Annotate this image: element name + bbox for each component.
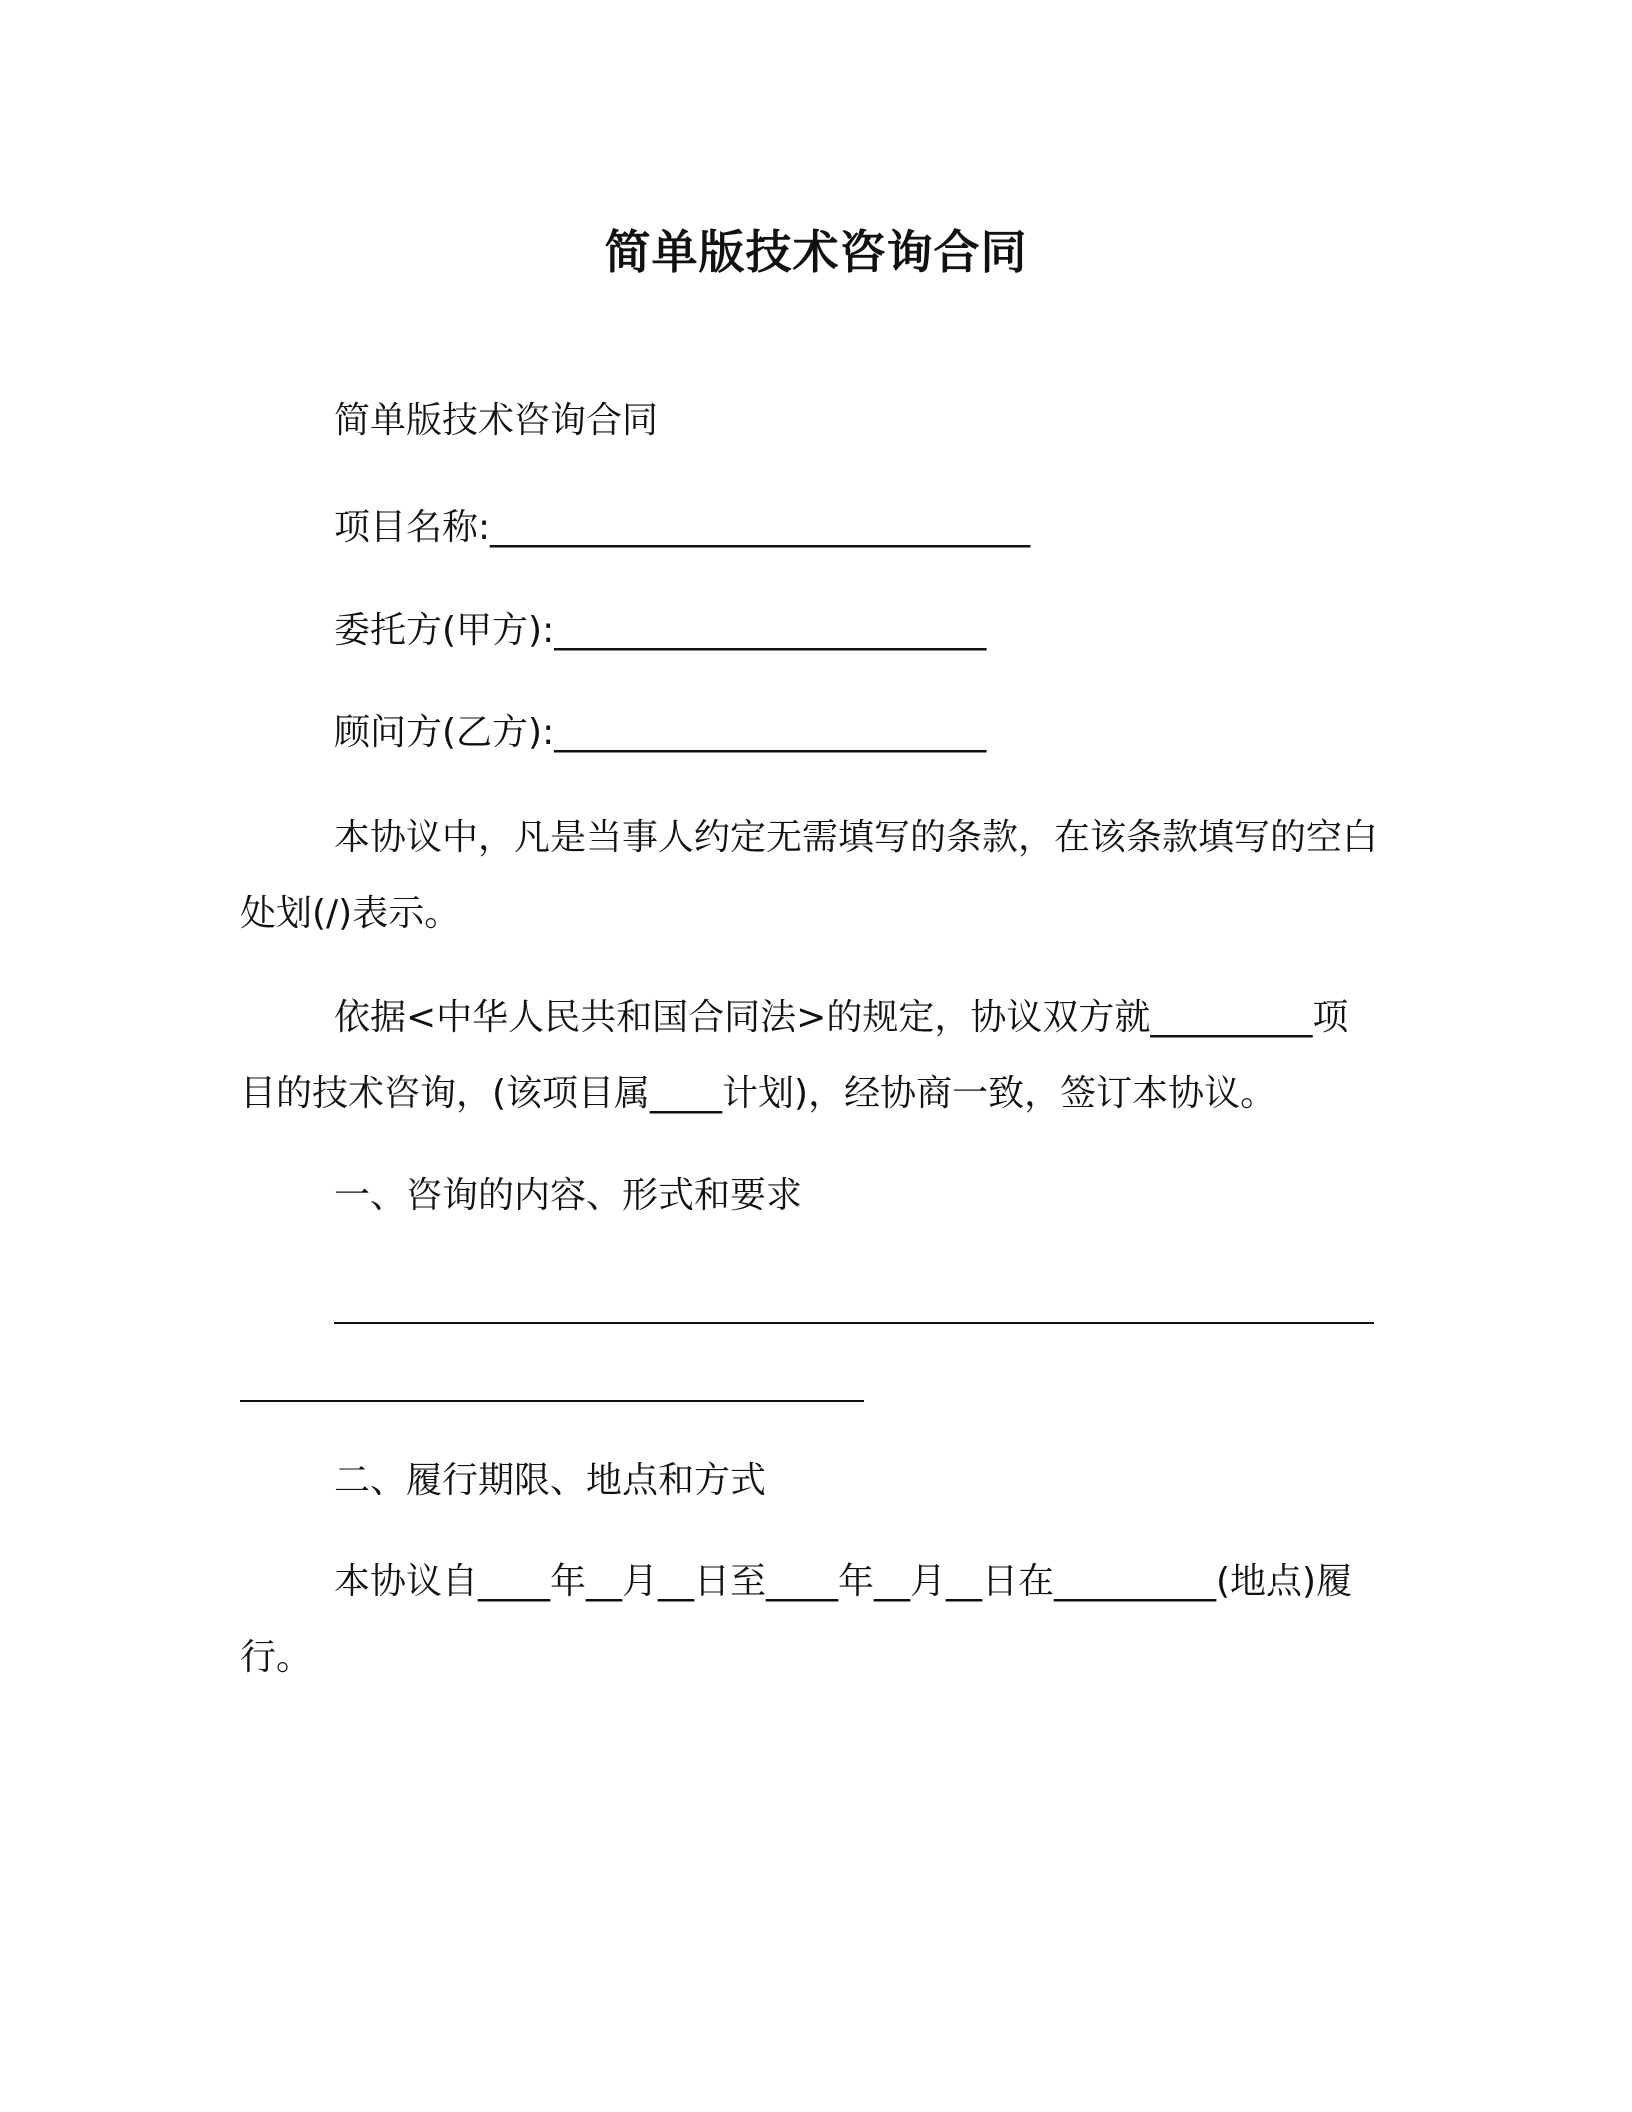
term-paragraph: 本协议自____年__月__日至____年__月__日在_________(地点)履行。 — [240, 1561, 1353, 1678]
note-paragraph: 本协议中，凡是当事人约定无需填写的条款，在该条款填写的空白处划(/)表示。 — [240, 817, 1379, 934]
client-line: 委托方(甲方):________________________ — [334, 610, 987, 651]
basis-paragraph: 依据<中华人民共和国合同法>的规定，协议双方就_________项目的技术咨询，(该项目属____计划)，经协商一致，签订本协议。 — [240, 997, 1349, 1114]
section2-heading: 二、履行期限、地点和方式 — [334, 1460, 767, 1501]
content-blank-line-2 — [240, 1400, 864, 1402]
content-blank-line-1 — [334, 1322, 1374, 1324]
document-title: 简单版技术咨询合同 — [604, 225, 1028, 279]
project-name-line: 项目名称:______________________________ — [334, 507, 1031, 548]
document-subtitle: 简单版技术咨询合同 — [334, 400, 659, 441]
consultant-line: 顾问方(乙方):________________________ — [334, 712, 987, 753]
section1-heading: 一、咨询的内容、形式和要求 — [334, 1175, 803, 1216]
